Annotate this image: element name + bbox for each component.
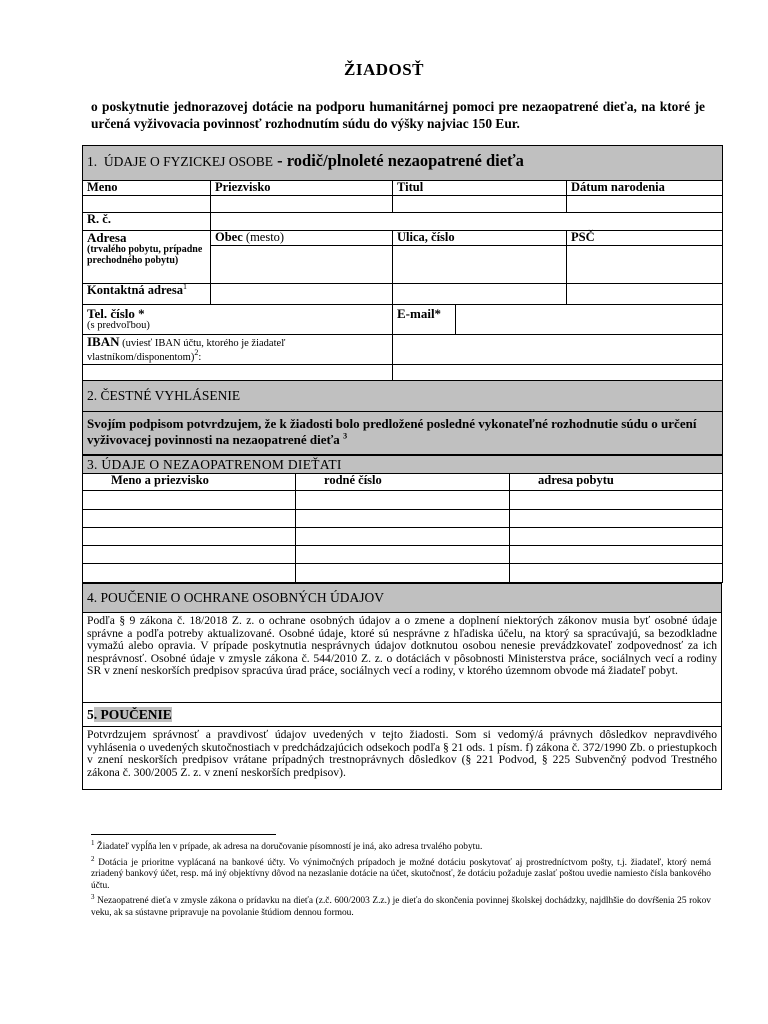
iban-extra-row	[83, 365, 723, 381]
rc-field[interactable]	[211, 213, 723, 231]
child-name-field[interactable]	[83, 546, 296, 564]
child-rc-field[interactable]	[296, 564, 510, 583]
footnotes	[91, 838, 711, 919]
child-rc-field[interactable]	[296, 528, 510, 546]
kontaktna-label: Kontaktná adresa	[87, 283, 183, 297]
child-table	[82, 455, 723, 583]
footnote-3-number: 3	[91, 893, 95, 902]
kontaktna-label-cell	[83, 281, 211, 305]
child-address-field[interactable]	[510, 510, 723, 528]
section-1-header	[83, 146, 723, 181]
tel-label-cell	[83, 305, 393, 335]
section-4-header	[83, 584, 722, 613]
application-form	[82, 145, 722, 790]
form-table	[82, 145, 723, 455]
section-1-heading: ÚDAJE O FYZICKEJ OSOBE	[103, 154, 274, 169]
adresa-label-cell	[83, 231, 211, 284]
section-2-header	[83, 381, 723, 412]
col-datum-narodenia: Dátum narodenia	[567, 181, 723, 196]
section-5-heading-cell	[83, 703, 722, 727]
child-address-field[interactable]	[510, 528, 723, 546]
section-3-heading: 3. ÚDAJE O NEZAOPATRENOM DIEŤATI	[83, 456, 723, 474]
section-5-number: 5	[87, 707, 94, 722]
datum-narodenia-field[interactable]	[567, 196, 723, 213]
col-rodne-cislo: rodné číslo	[296, 474, 510, 491]
child-address-field[interactable]	[510, 546, 723, 564]
adresa-note: (trvalého pobytu, prípadne prechodného pobytu)	[87, 244, 203, 266]
section-4-text: Podľa § 9 zákona č. 18/2018 Z. z. o ochrane osobných údajov a o zmene a doplnení niektorých zákonov musia byť osobné údaje správne a podľa potreby aktualizované. Osobné údaje, ktoré sú nesprávne z hľadiska účelu, na ktorý sa spracúvajú, sa bezodkladne vymažú alebo opravia. V prípade poskytnutia nesprávnych údajov dotknutou osobou nenesie prevádzkovateľ zodpovednosť za ich nesprávnosť. Osobné údaje v zmysle zákona č. 544/2010 Z. z. o dotáciách v pôsobnosti Ministerstva práce, sociálnych vecí a rodiny SR v znení neskorších predpisov spracúva úrad práce, sociálnych vecí a rodiny, v ktorého územnom obvode má žiadateľ pobyt.	[83, 613, 722, 703]
footnote-3	[91, 892, 711, 919]
section-2-heading: 2. ČESTNÉ VYHLÁSENIE	[83, 381, 723, 412]
child-row	[83, 491, 723, 510]
child-name-field[interactable]	[83, 491, 296, 510]
child-address-field[interactable]	[510, 564, 723, 583]
psc-label: PSČ	[567, 231, 723, 246]
child-name-field[interactable]	[83, 564, 296, 583]
personal-input-row	[83, 196, 723, 213]
child-address-field[interactable]	[510, 491, 723, 510]
iban-label: IBAN	[87, 334, 120, 349]
adresa-label: Adresa	[87, 230, 127, 245]
iban-colon: :	[198, 351, 202, 363]
email-label: E-mail*	[393, 305, 456, 335]
child-name-field[interactable]	[83, 528, 296, 546]
rc-row	[83, 213, 723, 231]
section-3-header	[83, 456, 723, 474]
meno-field[interactable]	[83, 196, 211, 213]
section-5-heading: . POUČENIE	[93, 707, 172, 722]
personal-header-row	[83, 181, 723, 196]
document-intro: o poskytnutie jednorazovej dotácie na podporu humanitárnej pomoci pre nezaopatrené dieťa, na ktoré je určená vyživovacia povinnosť rozhodnutím súdu do výšky najviac 150 Eur.	[91, 99, 705, 131]
footnote-divider	[91, 834, 276, 835]
iban-extra-left	[83, 365, 393, 381]
section-4-heading: 4. POUČENIE O OCHRANE OSOBNÝCH ÚDAJOV	[83, 584, 722, 613]
footnote-1-text: Žiadateľ vypĺňa len v prípade, ak adresa na doručovanie písomností je iná, ako adresa trvalého pobytu.	[94, 842, 483, 853]
child-rc-field[interactable]	[296, 491, 510, 510]
section-5-header	[83, 703, 722, 727]
iban-extra-field[interactable]	[393, 365, 723, 381]
section-1-number: 1.	[87, 154, 98, 169]
tel-note: (s predvoľbou)	[87, 320, 150, 331]
kontaktna-row	[83, 284, 723, 305]
obec-field[interactable]	[211, 246, 393, 284]
section-2-statement	[83, 412, 723, 455]
section-2-footnote-ref: 3	[343, 431, 348, 441]
child-row	[83, 546, 723, 564]
ulica-field[interactable]	[393, 246, 567, 284]
section-2-text: Svojím podpisom potvrdzujem, že k žiadosti bolo predložené posledné vykonateľné rozhodnutie súdu o určení vyživovacej povinnosti na nezaopatrené dieťa	[87, 416, 697, 447]
ulica-label: Ulica, číslo	[393, 231, 567, 246]
tel-email-row	[83, 305, 723, 335]
obec-header	[211, 231, 393, 246]
obec-label: Obec	[215, 230, 243, 244]
info-table	[82, 583, 722, 790]
tel-label: Tel. číslo *	[87, 306, 145, 321]
kontaktna-obec-field[interactable]	[211, 284, 393, 305]
section-5-text: Potvrdzujem správnosť a pravdivosť údajov uvedených v tejto žiadosti. Som si vedomý/á právnych dôsledkov nepravdivého vyhlásenia o uvedených skutočnostiach v predchádzajúcich odsekoch podľa § 21 ods. 1 písm. f) zákona č. 372/1990 Zb. o priestupkoch v znení neskorších predpisov vrátane prípadných trestnoprávnych dôsledkov (§ 221 Podvod, § 225 Subvenčný podvod Trestného zákona č. 300/2005 Z. z. v znení neskorších predpisov).	[83, 727, 722, 790]
iban-note: (uviesť IBAN účtu, ktorého je žiadateľ vlastníkom/disponentom)	[87, 338, 286, 363]
col-meno: Meno	[83, 181, 211, 196]
child-row	[83, 564, 723, 583]
child-row	[83, 510, 723, 528]
col-meno-priezvisko: Meno a priezvisko	[83, 474, 296, 491]
child-row	[83, 528, 723, 546]
obec-note: (mesto)	[242, 230, 285, 244]
section-2-statement-row	[83, 412, 723, 455]
section-5-text-row	[83, 727, 722, 790]
email-field[interactable]	[456, 305, 723, 335]
iban-row	[83, 335, 723, 365]
rc-label: R. č.	[83, 213, 211, 231]
iban-label-cell	[83, 335, 393, 365]
iban-field[interactable]	[393, 335, 723, 365]
kontaktna-ulica-field[interactable]	[393, 284, 567, 305]
section-4-text-row	[83, 613, 722, 703]
footnote-2-number: 2	[91, 854, 95, 863]
psc-field[interactable]	[567, 246, 723, 284]
child-header-row	[83, 474, 723, 491]
col-adresa-pobytu: adresa pobytu	[510, 474, 723, 491]
section-1-heading-big: - rodič/plnoleté nezaopatrené dieťa	[273, 151, 524, 170]
kontaktna-footnote-ref: 1	[182, 281, 187, 291]
priezvisko-field[interactable]	[211, 196, 393, 213]
footnote-2-text: Dotácia je prioritne vyplácaná na bankové účty. Vo výnimočných prípadoch je možné dotáciu poskytovať aj prostredníctvom pošty, t.j. žiadateľ, ktorý nemá zriadený bankový účet, resp. má iný objektívny dôvod na nezaslanie dotácie na účet, skutočnosť, že dotáciu požaduje zaslať poštou uvedie namiesto čísla bankového účtu.	[91, 857, 711, 891]
footnote-1-number: 1	[91, 839, 95, 847]
kontaktna-psc-field[interactable]	[567, 284, 723, 305]
footnote-3-text: Nezaopatrené dieťa v zmysle zákona o prídavku na dieťa (z.č. 600/2003 Z.z.) je dieťa do skončenia povinnej školskej dochádzky, najdlhšie do dovŕšenia 25 rokov veku, ak sa sústavne pripravuje na povolanie štúdiom dennou formou.	[91, 896, 711, 918]
iban-footnote-ref: 2	[194, 347, 199, 357]
document-title: ŽIADOSŤ	[343, 60, 425, 79]
child-rc-field[interactable]	[296, 510, 510, 528]
col-priezvisko: Priezvisko	[211, 181, 393, 196]
footnote-2	[91, 854, 711, 893]
child-rc-field[interactable]	[296, 546, 510, 564]
address-header-row	[83, 231, 723, 246]
child-name-field[interactable]	[83, 510, 296, 528]
titul-field[interactable]	[393, 196, 567, 213]
footnote-1	[91, 838, 711, 854]
col-titul: Titul	[393, 181, 567, 196]
